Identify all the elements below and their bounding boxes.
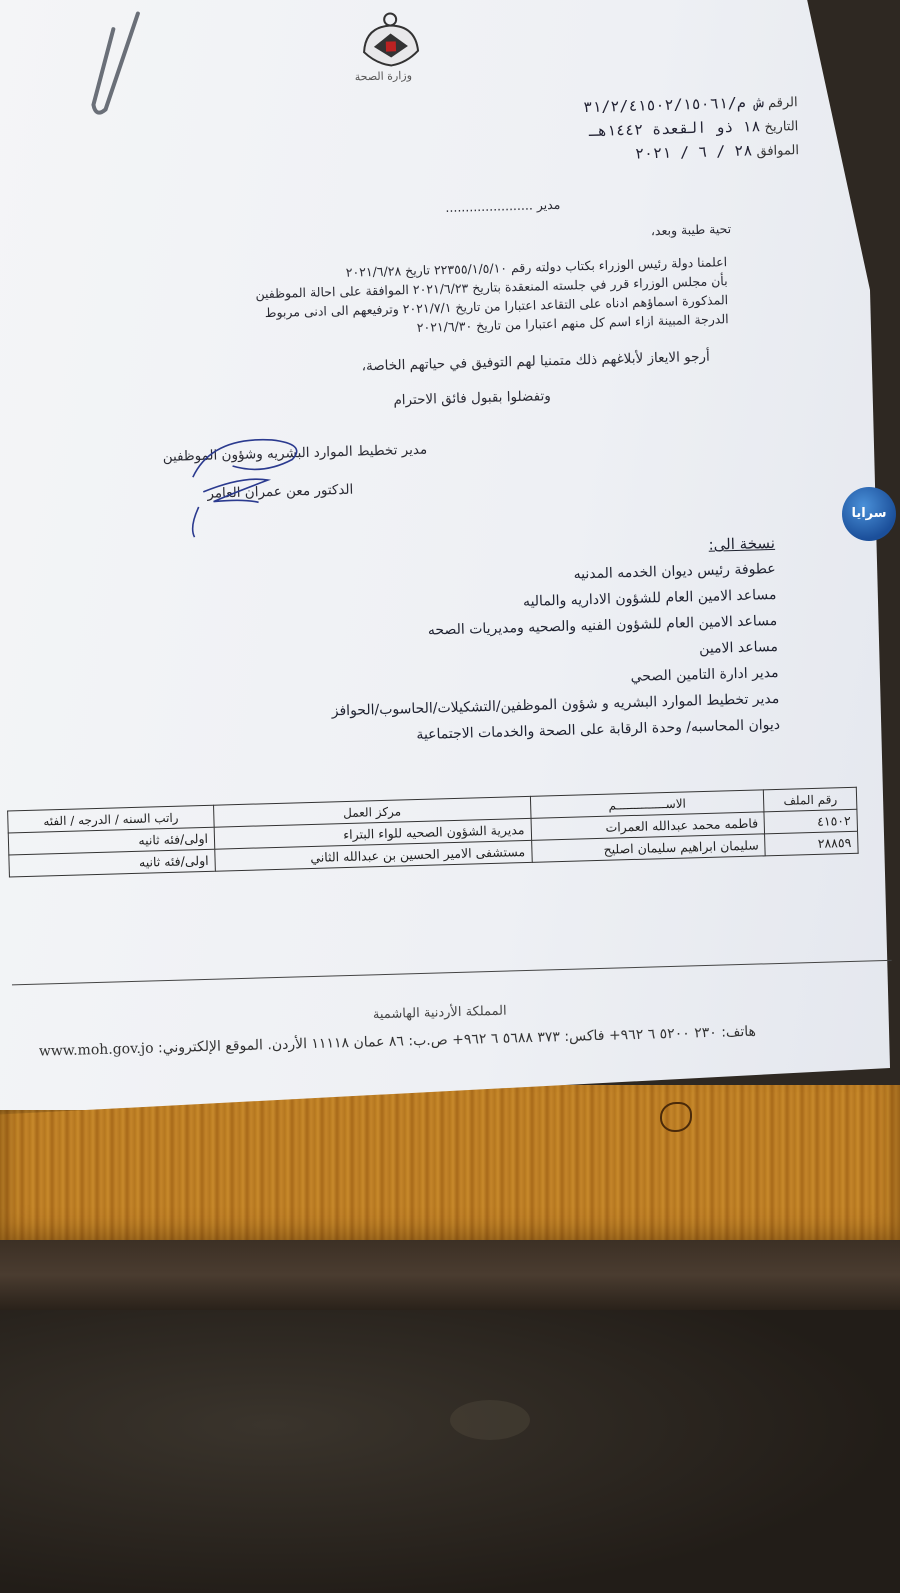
jordan-emblem-icon: [355, 10, 427, 70]
copies-item: ديوان المحاسبه/ وحدة الرقابة على الصحة والخدمات الاجتماعية: [416, 716, 781, 744]
body-line-1: اعلمنا دولة رئيس الوزراء بكتاب دولته رقم ٢٢٣٥٥/١/٥/١٠ تاريخ ٢٠٢١/٦/٢٨: [345, 254, 728, 280]
sarayanews-watermark-badge: سرايا: [842, 487, 896, 541]
desk-edge: [0, 1240, 900, 1310]
footer-divider: [12, 960, 892, 986]
footer-website: www.moh.gov.jo: [38, 1040, 154, 1060]
addressee: مدير ......................: [445, 196, 561, 215]
wood-knot: [660, 1102, 692, 1132]
signer-name: الدكتور معن عمران العامر: [207, 481, 354, 502]
body-line-3: المذكورة اسماؤهم ادناه على التقاعد اعتبارا من تاريخ ٢٠٢١/٧/١ وترفيعهم الى ادنى مربوط: [264, 292, 729, 321]
footer-kingdom: المملكة الأردنية الهاشمية: [372, 1003, 507, 1023]
col-grade: راتب السنه / الدرجه / الفئه: [8, 805, 215, 833]
copies-item: مدير تخطيط الموارد البشريه و شؤون الموظفين/التشكيلات/الحاسوب/الحوافز: [331, 690, 780, 720]
cell-grade: اولى/فئه ثانيه: [9, 849, 216, 877]
greeting: تحية طيبة وبعد،: [650, 221, 732, 239]
date-hijri-label: التاريخ: [764, 119, 799, 136]
copies-item: مساعد الامين العام للشؤون الاداريه والماليه: [522, 586, 777, 610]
signer-title: مدير تخطيط الموارد البشريه وشؤون الموظفين: [162, 441, 428, 465]
wooden-desk: [0, 1085, 900, 1255]
floor: [0, 1305, 900, 1593]
ref-number: ش م/٣١/٢/٤١٥٠٢/١٥٠٦١: [583, 93, 765, 117]
col-workplace: مركز العمل: [214, 796, 531, 827]
cell-name: فاطمه محمد عبدالله العمرات: [531, 812, 765, 841]
cell-grade: اولى/فئه ثانيه: [8, 827, 215, 855]
copies-item: عطوفة رئيس ديوان الخدمه المدنيه: [573, 560, 776, 583]
cell-file-number: ٢٨٨٥٩: [765, 831, 858, 856]
col-name: الاســــــــــــــم: [530, 790, 764, 819]
date-greg: ٢٨ / ٦ / ٢٠٢١: [634, 141, 753, 163]
cell-name: سليمان ابراهيم سليمان اصليح: [531, 834, 765, 863]
cell-workplace: مستشفى الامير الحسين بن عبدالله الثاني: [215, 840, 532, 871]
handwritten-signature-icon: [172, 429, 325, 543]
body-line-4: الدرجة المبينة ازاء اسم كل منهم اعتبارا من تاريخ ٢٠٢١/٦/٣٠: [416, 311, 729, 335]
footer-contact-details: هاتف: ٢٣٠ ٥٢٠٠ ٦ ٩٦٢+ فاكس: ٣٧٣ ٥٦٨٨ ٦ ٩٦٢+ ص.ب: ٨٦ عمان ١١١١٨ الأردن. الموقع الإلكتروني:: [157, 1023, 757, 1057]
date-greg-label: الموافق: [756, 143, 800, 160]
date-hijri: ١٨ ذو القعدة ١٤٤٢هـ: [588, 117, 761, 140]
paperclip-icon: [83, 8, 156, 120]
col-file-number: رقم الملف: [764, 787, 857, 812]
employees-table: [7, 787, 859, 878]
copies-heading: نسخة الى:: [708, 533, 776, 554]
closing-line: وتفضلوا بقبول فائق الاحترام: [393, 388, 551, 409]
copies-item: مساعد الامين العام للشؤون الفنيه والصحيه ومديريات الصحه: [427, 612, 778, 639]
cell-workplace: مديرية الشؤون الصحيه للواء البتراء: [214, 818, 531, 849]
footer-contact: [39, 1024, 757, 1060]
ref-number-label: الرقم: [767, 95, 798, 111]
request-line: أرجو الايعاز لأبلاغهم ذلك متمنيا لهم التوفيق في حياتهم الخاصة،: [361, 348, 710, 375]
floor-stain: [450, 1400, 530, 1440]
body-line-2: بأن مجلس الوزراء قرر في جلسته المنعقدة بتاريخ ٢٠٢١/٦/٢٣ الموافقة على احالة الموظفين: [255, 273, 728, 302]
reference-block: [527, 90, 799, 170]
cell-file-number: ٤١٥٠٢: [764, 809, 857, 834]
ministry-signature-text: وزارة الصحة: [354, 68, 413, 84]
copies-item: مدير ادارة التامين الصحي: [630, 664, 779, 686]
copies-item: مساعد الامين: [698, 638, 779, 658]
